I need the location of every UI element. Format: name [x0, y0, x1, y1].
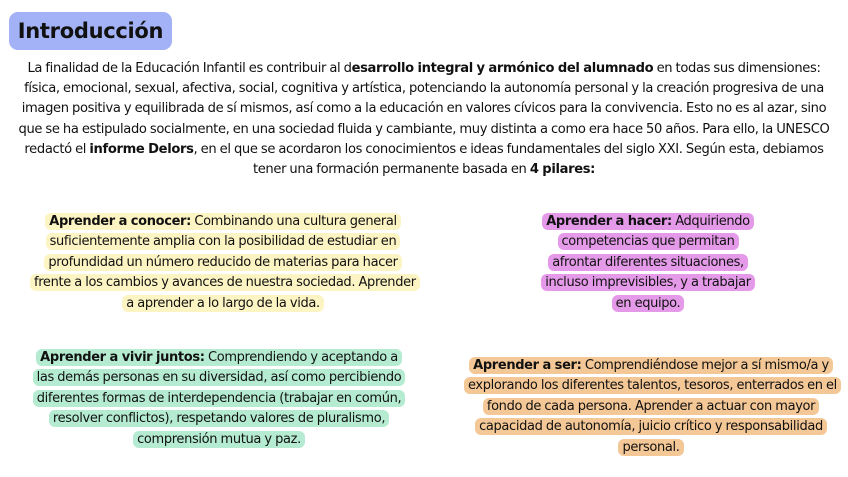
pillar-aprender-a-ser	[464, 356, 838, 458]
intro-text-3: , en el que se acordaron los conocimientos e ideas fundamentales del siglo XXI. Según esta, debiamos tener una formación permanente basada en	[193, 141, 824, 178]
pillar-highlight	[30, 213, 420, 312]
pillar-aprender-a-conocer	[30, 212, 416, 314]
slide-title: Introducción	[17, 19, 164, 43]
pillar-text: Adquiriendo competencias que permitan afrontar diferentes situaciones, incluso imprevisibles, y a trabajar en equipo.	[545, 214, 751, 311]
pillar-title: Aprender a hacer:	[546, 214, 672, 229]
intro-bold-1: esarrollo integral y armónico del alumnado	[351, 61, 654, 76]
intro-text-1: La finalidad de la Educación Infantil es contribuir al d	[27, 61, 352, 76]
pillar-highlight	[464, 357, 841, 456]
intro-bold-2: informe Delors	[89, 141, 194, 157]
pillar-title: Aprender a conocer:	[49, 214, 191, 229]
pillar-highlight	[33, 349, 406, 448]
intro-bold-3: 4 pilares:	[529, 162, 596, 178]
intro-text-2: en todas sus dimensiones: física, emocional, sexual, afectiva, social, cognitiva y artística, potenciando la autonomía personal y la creación progresiva de una imagen positiva y equilibrada de sí mismos, así como a la educación en valores cívicos para la convivencia. Esto no es al azar, sino que se ha estipulado socialmente, en una sociedad fluida y cambiante, muy distinta a como era hace 50 años. Para ello, la UNESCO redactó el	[18, 61, 830, 157]
pillar-title: Aprender a ser:	[473, 358, 582, 373]
pillar-aprender-a-hacer	[536, 212, 760, 314]
pillar-text: Combinando una cultura general suficientemente amplia con la posibilidad de estudiar en profundidad un número reducido de materias para hacer frente a los cambios y avances de nuestra sociedad. Aprender a aprender a lo largo de la vida.	[34, 214, 416, 311]
pillar-title: Aprender a vivir juntos:	[40, 350, 205, 365]
pillar-highlight	[541, 213, 755, 312]
pillar-text: Comprendiéndose mejor a sí mismo/a y explorando los diferentes talentos, tesoros, enterrados en el fondo de cada persona. Aprender a actuar con mayor capacidad de autonomía, juicio crítico y responsabilidad personal.	[468, 358, 837, 455]
pillar-aprender-a-vivir-juntos	[30, 348, 408, 450]
title-badge	[9, 12, 172, 50]
pillar-text: Comprendiendo y aceptando a las demás personas en su diversidad, así como percibiendo diferentes formas de interdependencia (trabajar en común, resolver conflictos), respetando valores de pluralismo, comprensión mutua y paz.	[36, 350, 402, 447]
intro-paragraph	[10, 59, 838, 180]
